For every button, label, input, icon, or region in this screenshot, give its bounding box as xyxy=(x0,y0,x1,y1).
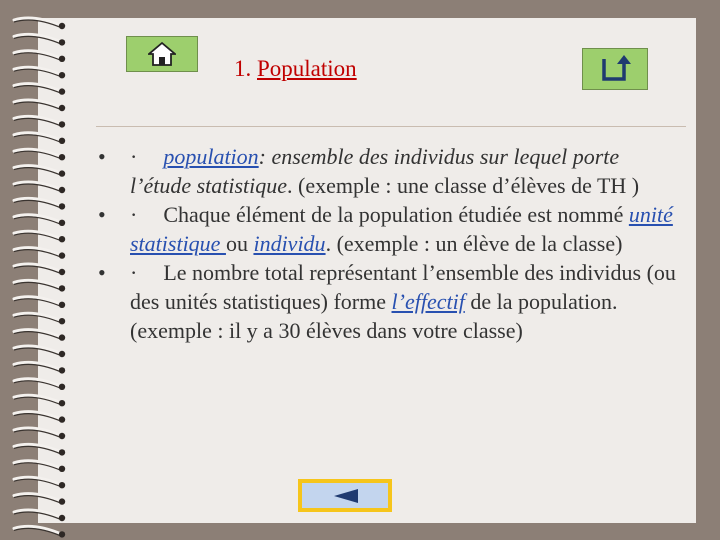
bullet-item xyxy=(98,200,678,258)
spiral-hole xyxy=(59,39,65,45)
spiral-hole xyxy=(59,416,65,422)
bullet-text: de la population. (exemple : il y a 30 élèves dans votre classe) xyxy=(130,289,618,343)
previous-slide-button[interactable] xyxy=(298,479,392,512)
spiral-hole xyxy=(59,466,65,472)
page-title xyxy=(234,55,357,83)
spiral-hole xyxy=(59,531,65,537)
spiral-hole xyxy=(59,72,65,78)
spiral-hole xyxy=(59,203,65,209)
return-button[interactable] xyxy=(582,48,648,90)
spiral-binding xyxy=(0,0,80,540)
bullet-item xyxy=(98,142,678,200)
spiral-hole xyxy=(59,138,65,144)
spiral-hole xyxy=(59,351,65,357)
divider xyxy=(96,126,686,127)
spiral-hole xyxy=(59,56,65,62)
spiral-hole xyxy=(59,515,65,521)
bullet-text: ou xyxy=(225,231,254,256)
bullet-text: Le nombre total représentant l’ensemble des individus (ou des unités statistiques) forme xyxy=(130,260,676,314)
spiral-hole xyxy=(59,482,65,488)
spiral-hole xyxy=(59,105,65,111)
spiral-hole xyxy=(59,400,65,406)
bullet-symbol: · xyxy=(130,202,138,227)
bullet-text: . (exemple : un élève de la classe) xyxy=(325,231,623,256)
spiral-hole xyxy=(59,252,65,258)
spiral-hole xyxy=(59,23,65,29)
bullet-text: Chaque élément de la population étudiée est nommé xyxy=(163,202,629,227)
spiral-hole xyxy=(59,318,65,324)
home-icon xyxy=(148,41,176,67)
spiral-hole xyxy=(59,170,65,176)
spiral-hole xyxy=(59,384,65,390)
home-button[interactable] xyxy=(126,36,198,72)
term-unite-statistique: unité statistique xyxy=(130,202,673,256)
bullet-marker: • xyxy=(98,202,106,227)
bullet-marker: • xyxy=(98,260,106,285)
example-text: . (exemple : une classe d’élèves de TH ) xyxy=(287,173,640,198)
spiral-hole xyxy=(59,302,65,308)
spiral-hole xyxy=(59,220,65,226)
bullet-item xyxy=(98,258,678,345)
term-population: population xyxy=(163,144,259,169)
spiral-hole xyxy=(59,449,65,455)
title-number: 1. xyxy=(234,56,257,81)
spiral-hole xyxy=(59,269,65,275)
definition-text: : ensemble des individus sur lequel porte l’étude statistique xyxy=(130,144,620,198)
title-label: Population xyxy=(257,56,357,81)
term-effectif: l’effectif xyxy=(391,289,465,314)
spiral-hole xyxy=(59,187,65,193)
spiral-hole xyxy=(59,433,65,439)
term-individu: individu xyxy=(253,231,326,256)
bullet-marker: • xyxy=(98,144,106,169)
spiral-hole xyxy=(59,334,65,340)
bullet-symbol: · xyxy=(130,260,138,285)
bullet-symbol: · xyxy=(130,144,138,169)
spiral-hole xyxy=(59,154,65,160)
spiral-hole xyxy=(59,498,65,504)
spiral-hole xyxy=(59,88,65,94)
triangle-left-icon xyxy=(330,487,360,505)
spiral-hole xyxy=(59,285,65,291)
spiral-hole xyxy=(59,367,65,373)
spiral-hole xyxy=(59,236,65,242)
content-list xyxy=(98,142,678,345)
return-arrow-icon xyxy=(598,53,632,85)
spiral-hole xyxy=(59,121,65,127)
